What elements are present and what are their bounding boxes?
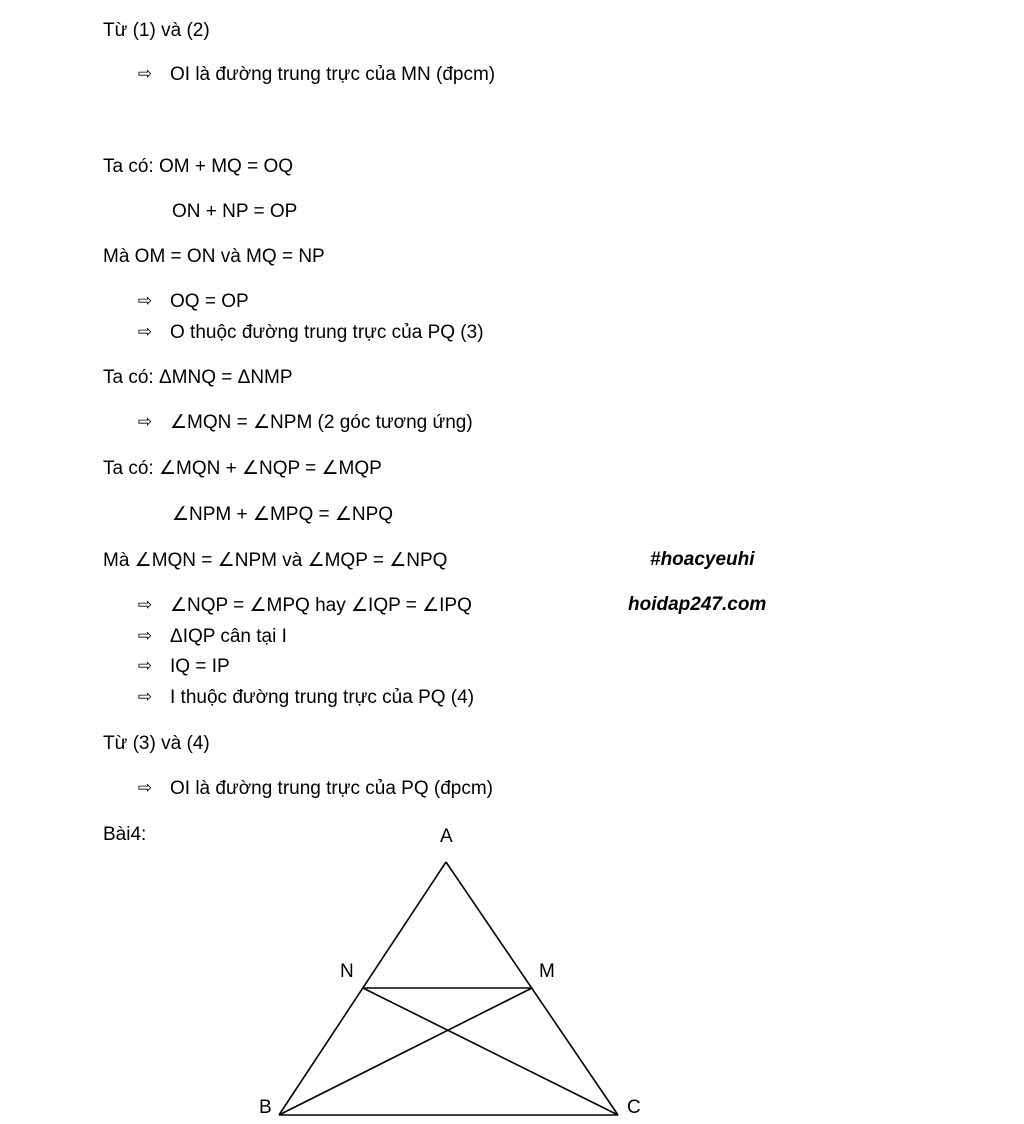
arrow-icon: ⇨ bbox=[137, 64, 153, 83]
segment-bm bbox=[279, 988, 532, 1115]
text-line-15: IQ = IP bbox=[170, 656, 230, 677]
arrow-icon: ⇨ bbox=[137, 412, 153, 431]
text-line-9: ∠MQN = ∠NPM (2 góc tương ứng) bbox=[170, 412, 473, 433]
text-line-17: Từ (3) và (4) bbox=[103, 733, 210, 754]
watermark-tag: #hoacyeuhi bbox=[650, 549, 755, 570]
label-m: M bbox=[539, 961, 555, 982]
text-line-11: ∠NPM + ∠MPQ = ∠NPQ bbox=[172, 504, 394, 525]
text-line-12: Mà ∠MQN = ∠NPM và ∠MQP = ∠NPQ bbox=[103, 550, 448, 571]
watermark-site: hoidap247.com bbox=[628, 594, 767, 615]
label-n: N bbox=[340, 961, 354, 982]
arrow-icon: ⇨ bbox=[137, 687, 153, 706]
label-c: C bbox=[627, 1097, 641, 1118]
text-line-13: ∠NQP = ∠MPQ hay ∠IQP = ∠IPQ bbox=[170, 595, 472, 616]
arrow-icon: ⇨ bbox=[137, 626, 153, 645]
text-line-5: Mà OM = ON và MQ = NP bbox=[103, 246, 325, 267]
text-line-10: Ta có: ∠MQN + ∠NQP = ∠MQP bbox=[103, 458, 382, 479]
text-line-18: OI là đường trung trực của PQ (đpcm) bbox=[170, 778, 494, 799]
arrow-icon: ⇨ bbox=[137, 322, 153, 341]
text-line-6: OQ = OP bbox=[170, 291, 249, 312]
segment-nc bbox=[363, 988, 618, 1115]
arrow-icon: ⇨ bbox=[137, 291, 153, 310]
text-line-3: Ta có: OM + MQ = OQ bbox=[103, 156, 294, 177]
text-line-7: O thuộc đường trung trực của PQ (3) bbox=[170, 322, 484, 343]
label-a: A bbox=[440, 826, 453, 847]
exercise-heading: Bài4: bbox=[103, 824, 147, 845]
text-line-8: Ta có: ΔMNQ = ΔNMP bbox=[103, 367, 293, 388]
text-line-4: ON + NP = OP bbox=[172, 201, 298, 222]
arrow-icon: ⇨ bbox=[137, 656, 153, 675]
text-line-14: ΔIQP cân tại I bbox=[170, 626, 287, 647]
text-line-2: OI là đường trung trực của MN (đpcm) bbox=[170, 64, 496, 85]
text-line-1: Từ (1) và (2) bbox=[103, 20, 210, 41]
arrow-icon: ⇨ bbox=[137, 595, 153, 614]
text-line-16: I thuộc đường trung trực của PQ (4) bbox=[170, 687, 475, 708]
label-b: B bbox=[259, 1097, 272, 1118]
arrow-icon: ⇨ bbox=[137, 778, 153, 797]
